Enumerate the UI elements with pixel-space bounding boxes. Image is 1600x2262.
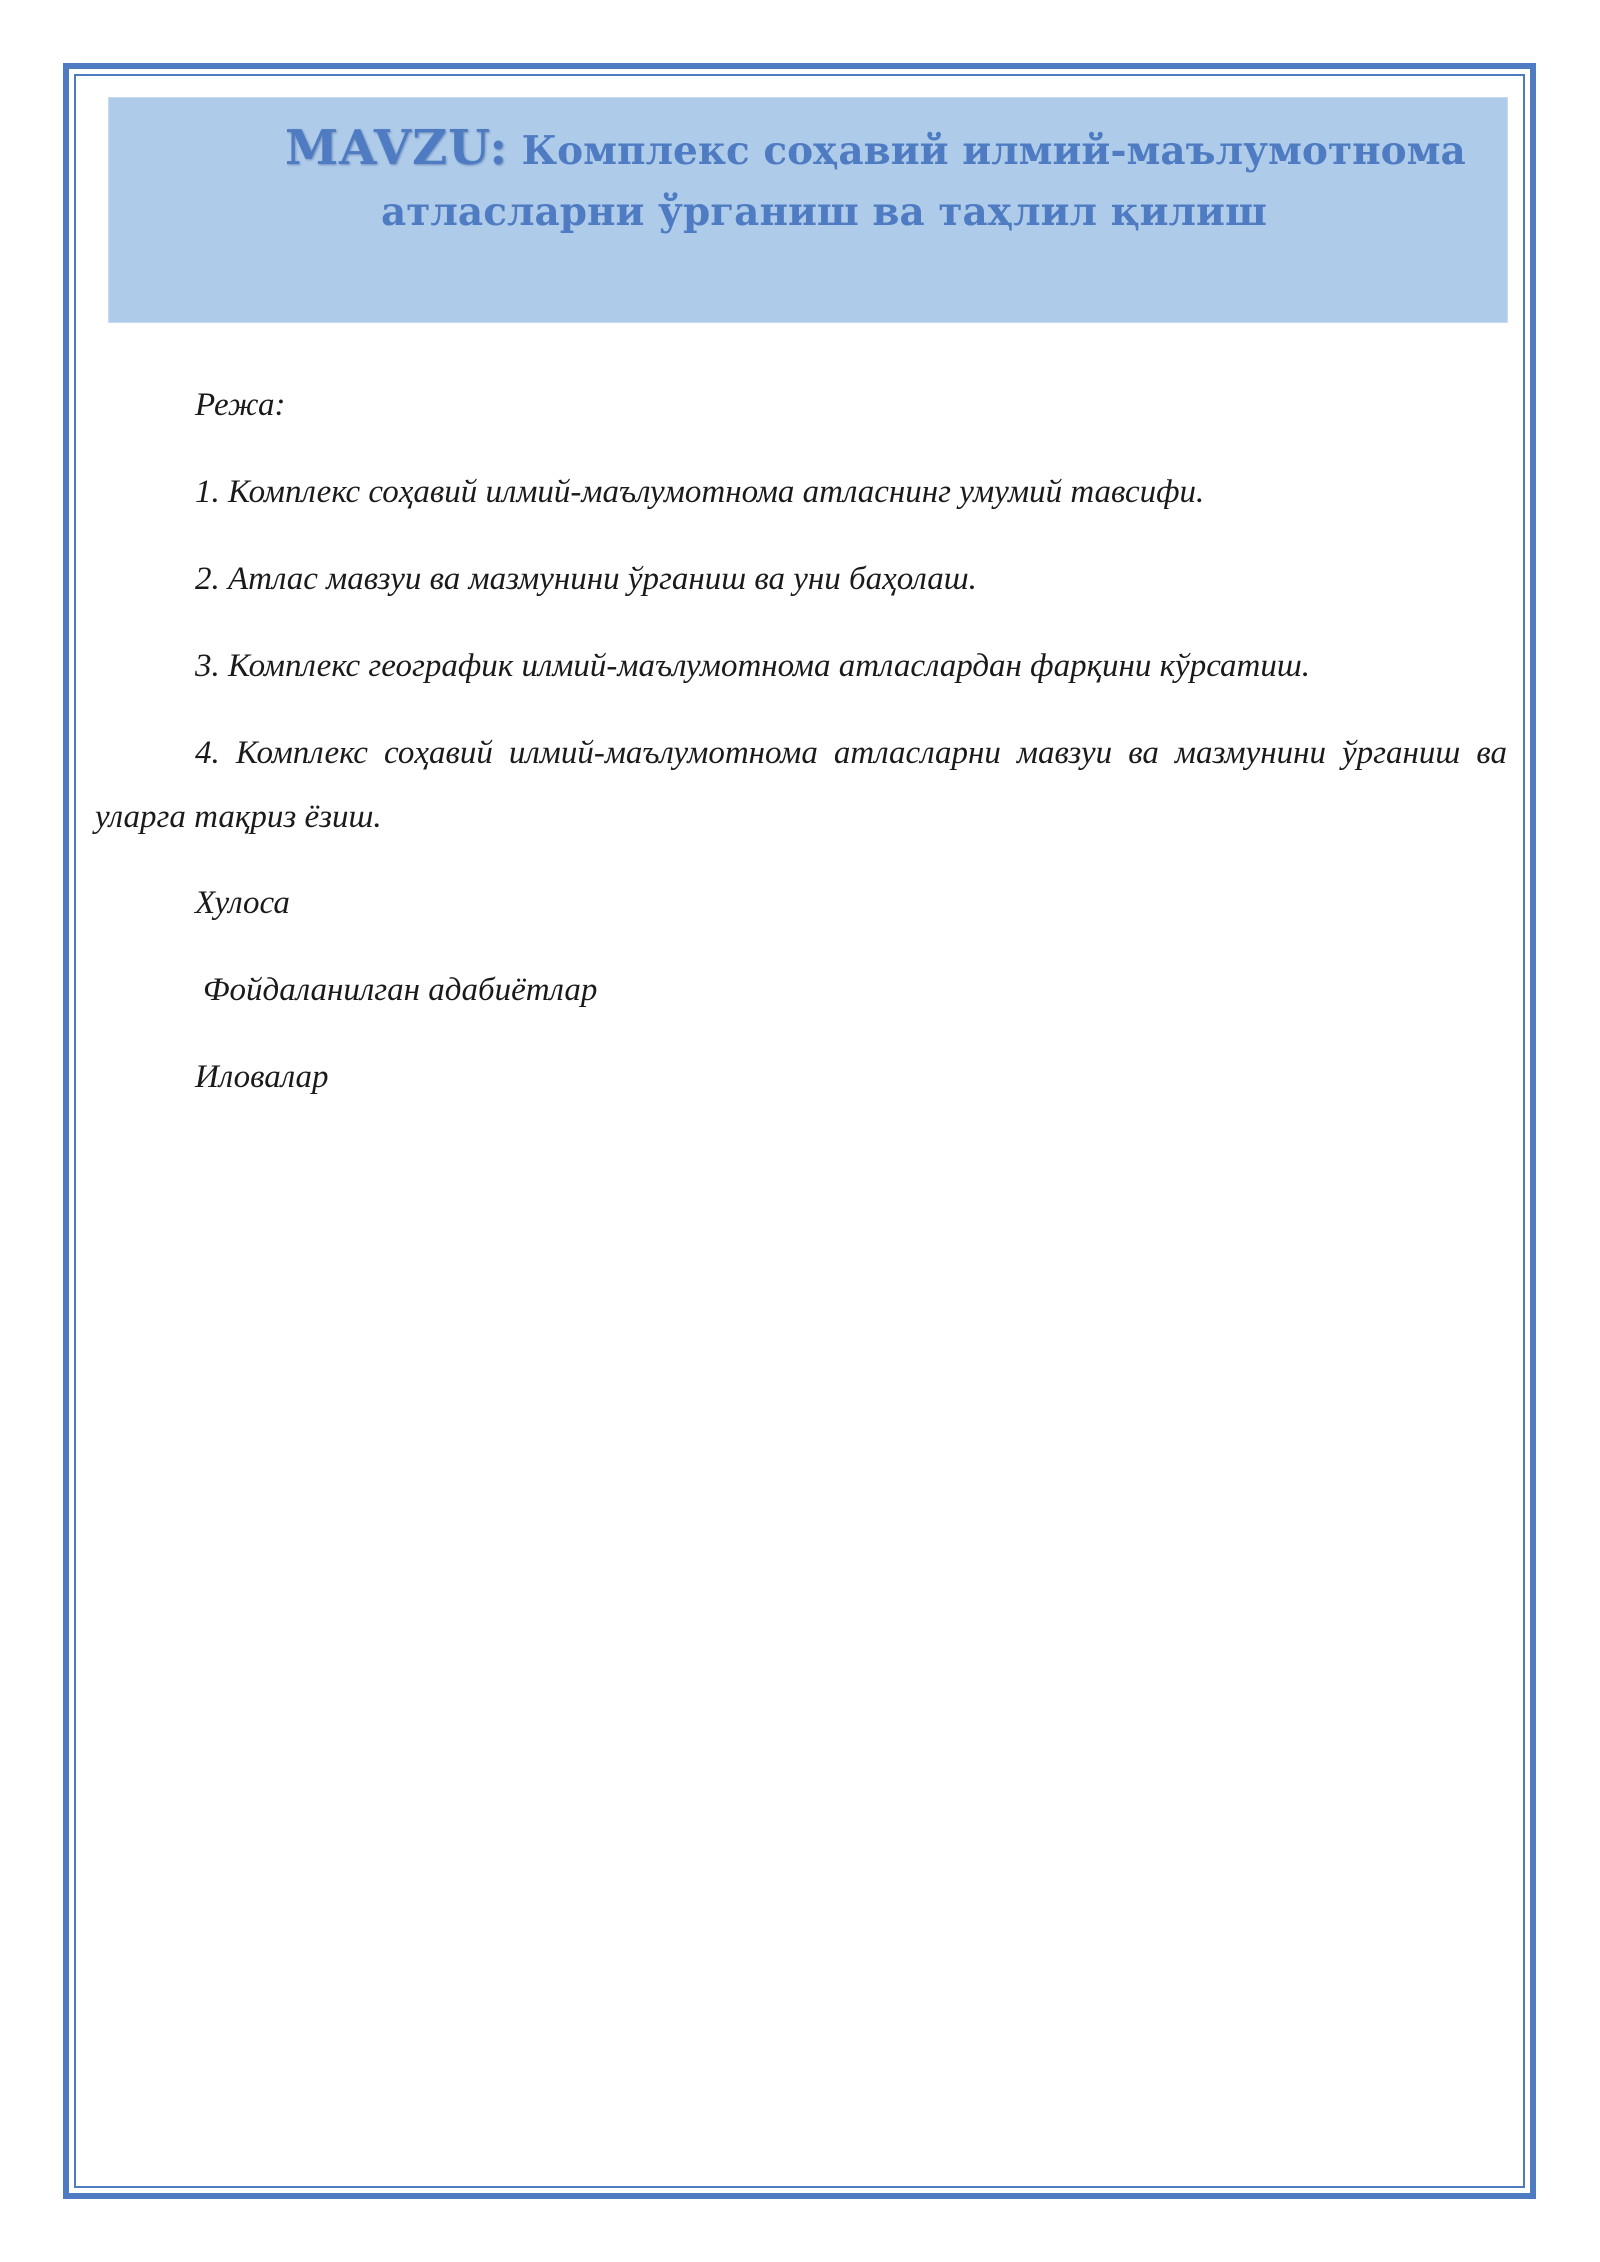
appendices: Иловалар [195,1059,329,1095]
conclusion: Хулоса [195,885,290,921]
title-lead: MAVZU: [285,120,509,176]
plan-item-3: 3. Комплекс географик илмий-маълумотнома атласлардан фарқини кўрсатиш. [195,648,1310,684]
plan-item-4: 4. Комплекс соҳавий илмий-маълумотнома атласларни мавзуи ва мазмунини ўрганиш ва уларга тақриз ёзиш. [95,735,1507,835]
plan-item-2: 2. Атлас мавзуи ва мазмунини ўрганиш ва уни баҳолаш. [195,561,977,597]
plan-item-1: 1. Комплекс соҳавий илмий-маълумотнома атласнинг умумий тавсифи. [195,474,1205,510]
title-line-1 [285,116,1466,183]
references: Фойдаланилган адабиётлар [203,972,598,1008]
page-frame-inner [74,74,1525,2188]
title-banner [108,97,1508,323]
title-line-2: атласларни ўрганиш ва таҳлил қилиш [381,189,1267,235]
title-text-1: Комплекс соҳавий илмий-маълумотнома [521,128,1466,174]
plan-heading: Режа: [195,387,286,423]
